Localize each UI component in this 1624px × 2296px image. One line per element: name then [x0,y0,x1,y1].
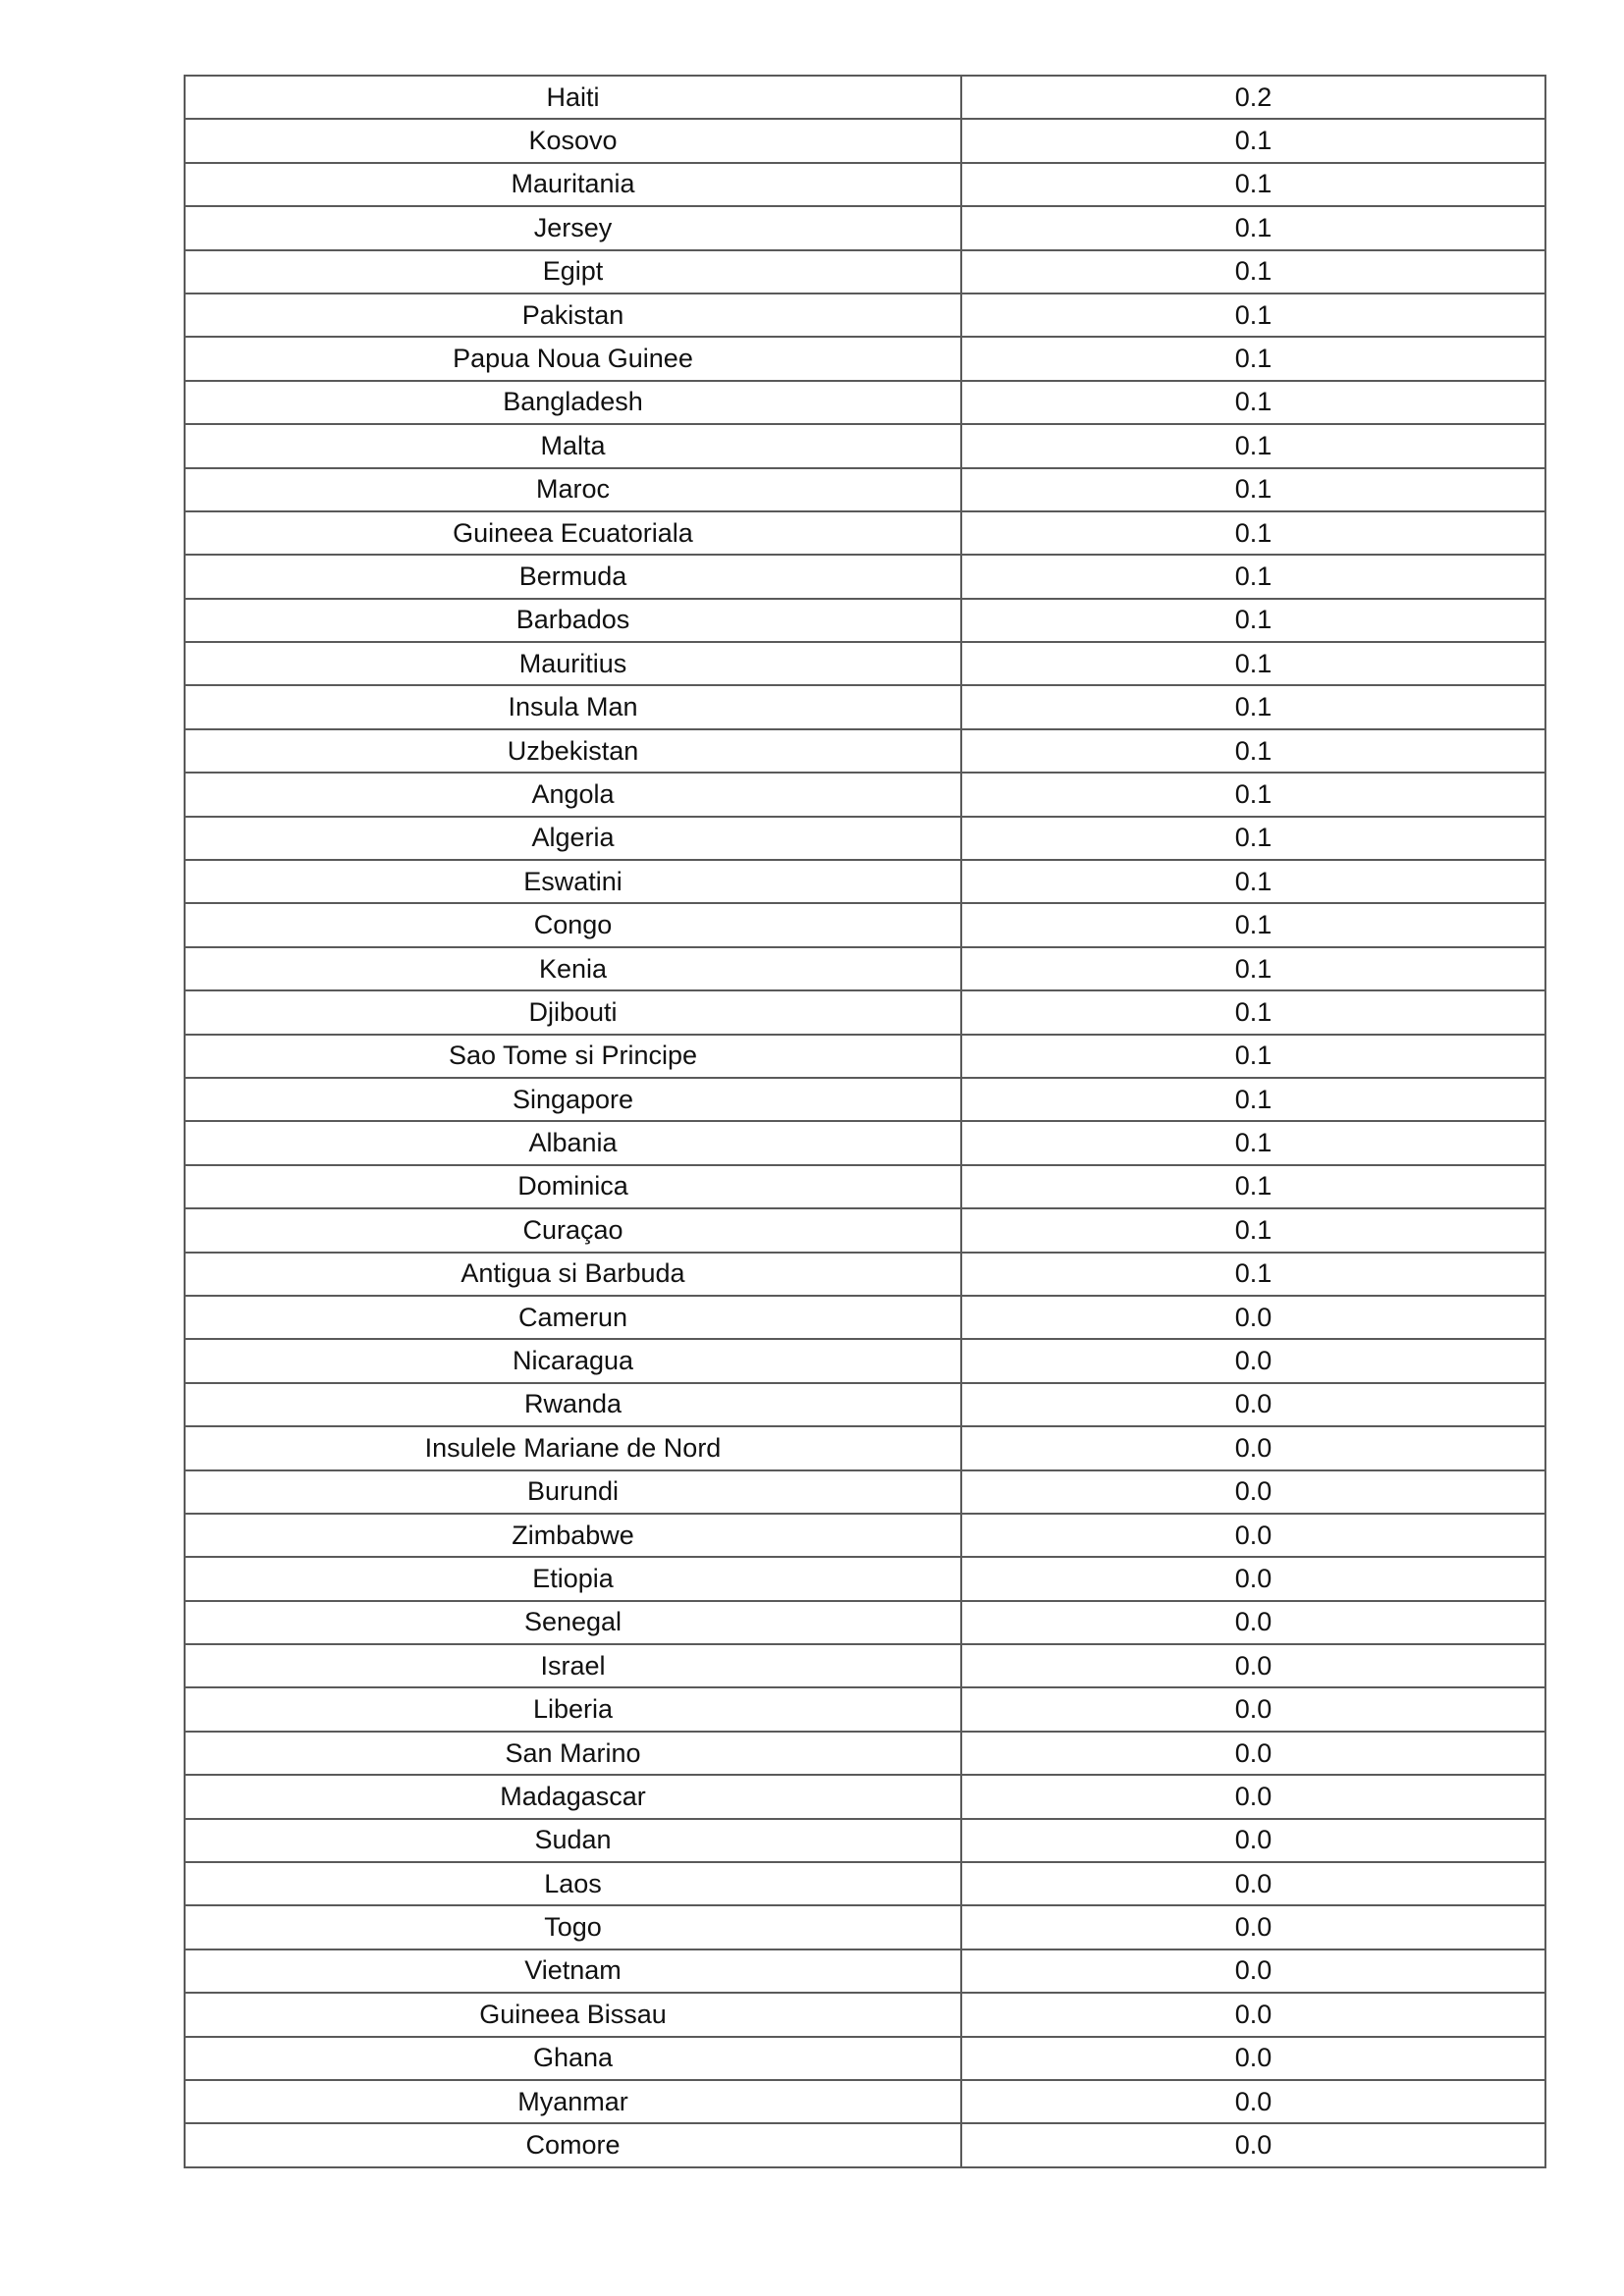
value-cell: 0.1 [961,1121,1545,1164]
value-cell: 0.1 [961,163,1545,206]
country-cell: Dominica [185,1165,961,1208]
value-cell: 0.0 [961,1993,1545,2036]
table-row [185,1905,1545,1949]
value-cell: 0.1 [961,424,1545,467]
value-cell: 0.0 [961,1819,1545,1862]
value-cell: 0.0 [961,1383,1545,1426]
country-cell: Mauritania [185,163,961,206]
country-cell: Algeria [185,817,961,860]
value-cell: 0.1 [961,1035,1545,1078]
country-cell: Egipt [185,250,961,294]
value-cell: 0.0 [961,1514,1545,1557]
country-cell: Myanmar [185,2080,961,2123]
table-row [185,1775,1545,1818]
table-row [185,817,1545,860]
country-cell: Uzbekistan [185,729,961,773]
table-row [185,947,1545,990]
country-cell: Haiti [185,76,961,119]
country-cell: Ghana [185,2037,961,2080]
table-row [185,1296,1545,1339]
table-row [185,990,1545,1034]
table-row [185,250,1545,294]
country-cell: Liberia [185,1687,961,1731]
country-cell: Eswatini [185,860,961,903]
value-cell: 0.1 [961,337,1545,380]
table-row [185,294,1545,337]
country-cell: Etiopia [185,1557,961,1600]
country-cell: Albania [185,1121,961,1164]
table-row [185,1470,1545,1514]
country-cell: Kenia [185,947,961,990]
country-cell: Comore [185,2123,961,2166]
country-cell: Sudan [185,1819,961,1862]
table-row [185,424,1545,467]
table-row [185,903,1545,946]
country-cell: Laos [185,1862,961,1905]
country-cell: San Marino [185,1732,961,1775]
value-cell: 0.0 [961,1296,1545,1339]
table-row [185,337,1545,380]
country-cell: Curaçao [185,1208,961,1252]
table-body [185,76,1545,2167]
value-cell: 0.0 [961,1949,1545,1993]
table-row [185,1819,1545,1862]
value-cell: 0.0 [961,1775,1545,1818]
value-cell: 0.0 [961,1644,1545,1687]
value-cell: 0.0 [961,1905,1545,1949]
table-row [185,1732,1545,1775]
table-row [185,1687,1545,1731]
value-cell: 0.1 [961,685,1545,728]
value-cell: 0.1 [961,1208,1545,1252]
country-cell: Guineea Ecuatoriala [185,511,961,555]
value-cell: 0.0 [961,1339,1545,1382]
country-cell: Bangladesh [185,381,961,424]
table-row [185,511,1545,555]
table-row [185,685,1545,728]
table-row [185,1601,1545,1644]
value-cell: 0.1 [961,294,1545,337]
country-cell: Senegal [185,1601,961,1644]
table-row [185,381,1545,424]
table-row [185,1514,1545,1557]
country-cell: Camerun [185,1296,961,1339]
value-cell: 0.1 [961,468,1545,511]
value-cell: 0.1 [961,250,1545,294]
table-row [185,1078,1545,1121]
value-cell: 0.1 [961,381,1545,424]
value-cell: 0.1 [961,599,1545,642]
table-row [185,76,1545,119]
value-cell: 0.0 [961,1732,1545,1775]
country-cell: Burundi [185,1470,961,1514]
country-cell: Angola [185,773,961,816]
value-cell: 0.1 [961,773,1545,816]
table-row [185,1339,1545,1382]
country-cell: Barbados [185,599,961,642]
value-cell: 0.1 [961,119,1545,162]
country-cell: Jersey [185,206,961,249]
country-cell: Sao Tome si Principe [185,1035,961,1078]
value-cell: 0.1 [961,511,1545,555]
table-row [185,1035,1545,1078]
country-cell: Togo [185,1905,961,1949]
value-cell: 0.1 [961,206,1545,249]
table-row [185,1862,1545,1905]
country-values-table [184,75,1546,2168]
country-cell: Vietnam [185,1949,961,1993]
country-cell: Congo [185,903,961,946]
value-cell: 0.1 [961,555,1545,598]
country-cell: Madagascar [185,1775,961,1818]
value-cell: 0.0 [961,1687,1545,1731]
table-row [185,642,1545,685]
table-row [185,2080,1545,2123]
value-cell: 0.1 [961,1253,1545,1296]
value-cell: 0.1 [961,1078,1545,1121]
value-cell: 0.0 [961,1470,1545,1514]
value-cell: 0.0 [961,2037,1545,2080]
value-cell: 0.1 [961,903,1545,946]
country-cell: Singapore [185,1078,961,1121]
value-cell: 0.1 [961,860,1545,903]
table-row [185,2123,1545,2166]
country-cell: Rwanda [185,1383,961,1426]
table-row [185,1426,1545,1469]
country-cell: Mauritius [185,642,961,685]
country-cell: Zimbabwe [185,1514,961,1557]
country-cell: Nicaragua [185,1339,961,1382]
value-cell: 0.0 [961,2080,1545,2123]
value-cell: 0.1 [961,990,1545,1034]
value-cell: 0.0 [961,2123,1545,2166]
table-row [185,1644,1545,1687]
value-cell: 0.0 [961,1601,1545,1644]
table-row [185,1949,1545,1993]
table-row [185,773,1545,816]
country-cell: Insulele Mariane de Nord [185,1426,961,1469]
value-cell: 0.1 [961,947,1545,990]
country-cell: Israel [185,1644,961,1687]
table-row [185,119,1545,162]
country-cell: Insula Man [185,685,961,728]
value-cell: 0.1 [961,642,1545,685]
value-cell: 0.1 [961,729,1545,773]
country-cell: Djibouti [185,990,961,1034]
country-cell: Papua Noua Guinee [185,337,961,380]
value-cell: 0.1 [961,817,1545,860]
value-cell: 0.0 [961,1557,1545,1600]
table-row [185,1557,1545,1600]
table-row [185,1208,1545,1252]
table-row [185,860,1545,903]
country-cell: Pakistan [185,294,961,337]
table-row [185,599,1545,642]
value-cell: 0.0 [961,1862,1545,1905]
country-cell: Bermuda [185,555,961,598]
country-cell: Antigua si Barbuda [185,1253,961,1296]
value-cell: 0.2 [961,76,1545,119]
table-row [185,1383,1545,1426]
table-row [185,555,1545,598]
value-cell: 0.0 [961,1426,1545,1469]
country-cell: Kosovo [185,119,961,162]
table-row [185,1993,1545,2036]
table-row [185,729,1545,773]
country-cell: Maroc [185,468,961,511]
country-cell: Malta [185,424,961,467]
country-cell: Guineea Bissau [185,1993,961,2036]
table-row [185,1121,1545,1164]
table-row [185,468,1545,511]
table-row [185,206,1545,249]
value-cell: 0.1 [961,1165,1545,1208]
table-row [185,163,1545,206]
table-row [185,2037,1545,2080]
table-row [185,1165,1545,1208]
table-row [185,1253,1545,1296]
